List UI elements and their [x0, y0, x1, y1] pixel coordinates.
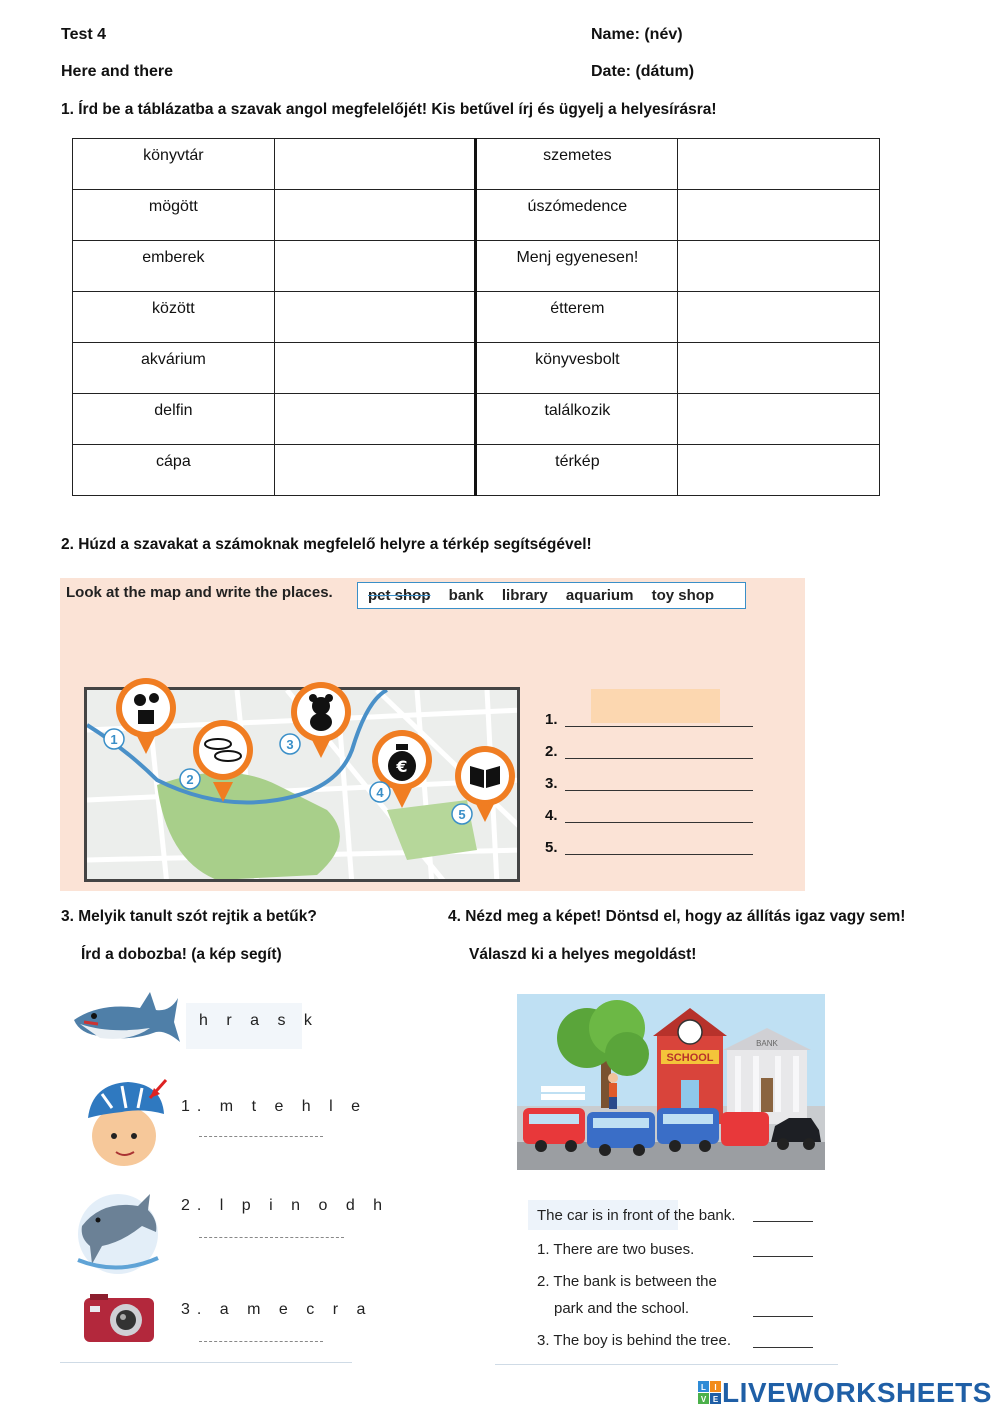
- task3-title: 3. Melyik tanult szót rejtik a betűk?: [61, 908, 317, 925]
- task4-subtitle: Válaszd ki a helyes megoldást!: [469, 946, 697, 963]
- word-bank-item: aquarium: [565, 587, 634, 604]
- answer-dash-3: [199, 1340, 323, 1342]
- english-answer-cell[interactable]: [274, 241, 476, 292]
- hungarian-word: emberek: [73, 241, 275, 292]
- scramble-item-1: 1. m t e h l e: [181, 1098, 368, 1115]
- english-answer-cell[interactable]: [678, 241, 880, 292]
- tf-statement-2: 2. The bank is between the: [537, 1273, 717, 1290]
- answer-row-2: [545, 743, 558, 760]
- hungarian-word: mögött: [73, 190, 275, 241]
- logo-badge-icon: [698, 1381, 722, 1405]
- word-bank-item: toy shop: [651, 587, 715, 604]
- camera-icon: [80, 1290, 158, 1352]
- word-bank-item: bank: [448, 587, 484, 604]
- english-answer-cell[interactable]: [678, 394, 880, 445]
- dolphin-icon: [72, 1186, 166, 1278]
- english-answer-cell[interactable]: [274, 190, 476, 241]
- street-scene-picture: [517, 994, 825, 1170]
- logo-text: LIVEWORKSHEETS: [722, 1377, 992, 1408]
- school-sign: SCHOOL: [666, 1052, 714, 1064]
- section-divider: [60, 1362, 352, 1363]
- scramble-item-3: 3. a m e c r a: [181, 1301, 373, 1318]
- vocab-row: [73, 445, 880, 496]
- vocab-row: [73, 292, 880, 343]
- task3-subtitle: Írd a dobozba! (a kép segít): [81, 946, 282, 963]
- bank-sign: BANK: [756, 1039, 778, 1048]
- logo-badge-letter: E: [712, 1395, 719, 1404]
- vocab-row: [73, 241, 880, 292]
- answer-row-3: [545, 775, 558, 792]
- answer-drop-zone-1[interactable]: [591, 689, 720, 723]
- pin-aquarium: [193, 720, 253, 802]
- svg-text:€: €: [396, 757, 408, 776]
- logo-badge-letter: I: [714, 1383, 717, 1392]
- hungarian-word: akvárium: [73, 343, 275, 394]
- english-answer-cell[interactable]: [274, 394, 476, 445]
- pin-number: 3: [286, 737, 294, 752]
- tf-statement-3: 3. The boy is behind the tree.: [537, 1332, 732, 1349]
- hungarian-word: között: [73, 292, 275, 343]
- answer-row-1: [545, 711, 558, 728]
- scramble-example: h r a s k: [199, 1012, 319, 1029]
- english-answer-cell[interactable]: [678, 445, 880, 496]
- scramble-item-2: 2. l p i n o d h: [181, 1197, 390, 1214]
- topic-label: Here and there: [61, 63, 174, 80]
- task1-instruction: 1. Írd be a táblázatba a szavak angol megfelelőjét! Kis betűvel írj és ügyelj a helyesírásra!: [61, 101, 717, 118]
- answer-number: 2.: [545, 743, 558, 760]
- english-answer-cell[interactable]: [678, 343, 880, 394]
- section-divider: [495, 1364, 838, 1365]
- pin-number: 2: [186, 772, 194, 787]
- vocab-table: [72, 138, 880, 496]
- hungarian-word: étterem: [476, 292, 678, 343]
- hungarian-word: cápa: [73, 445, 275, 496]
- liveworksheets-logo: [698, 1377, 992, 1409]
- english-answer-cell[interactable]: [274, 445, 476, 496]
- tf-answer-2[interactable]: [753, 1316, 813, 1317]
- name-label: Name: (név): [591, 26, 683, 43]
- english-answer-cell[interactable]: [274, 343, 476, 394]
- tf-answer-1[interactable]: [753, 1256, 813, 1257]
- answer-number: 1.: [545, 711, 558, 728]
- hungarian-word: könyvtár: [73, 139, 275, 190]
- answer-number: 5.: [545, 839, 558, 856]
- date-label: Date: (dátum): [591, 63, 695, 80]
- tf-statement-2-cont: park and the school.: [554, 1300, 690, 1317]
- answer-dash-2: [199, 1236, 344, 1238]
- answer-dash-1: [199, 1135, 323, 1137]
- pin-number: 5: [458, 807, 466, 822]
- hungarian-word: szemetes: [476, 139, 678, 190]
- english-answer-cell[interactable]: [678, 292, 880, 343]
- hungarian-word: találkozik: [476, 394, 678, 445]
- helmet-icon: [82, 1078, 174, 1168]
- vocab-row: [73, 343, 880, 394]
- answer-row-4: [545, 807, 558, 824]
- answer-number: 4.: [545, 807, 558, 824]
- word-bank-item: pet shop: [368, 587, 431, 604]
- english-answer-cell[interactable]: [678, 139, 880, 190]
- tf-statement-1: 1. There are two buses.: [537, 1241, 695, 1258]
- hungarian-word: Menj egyenesen!: [476, 241, 678, 292]
- english-answer-cell[interactable]: [678, 190, 880, 241]
- task2-instruction: 2. Húzd a szavakat a számoknak megfelelő helyre a térkép segítségével!: [61, 536, 592, 553]
- english-answer-cell[interactable]: [274, 292, 476, 343]
- hungarian-word: térkép: [476, 445, 678, 496]
- hungarian-word: könyvesbolt: [476, 343, 678, 394]
- test-label: Test 4: [61, 26, 107, 43]
- map-pins: [100, 672, 530, 832]
- pin-pet-shop: [116, 678, 176, 754]
- vocab-row: [73, 394, 880, 445]
- word-bank: [357, 582, 746, 609]
- pin-number: 4: [376, 785, 384, 800]
- answer-number: 3.: [545, 775, 558, 792]
- tf-answer-3[interactable]: [753, 1347, 813, 1348]
- logo-badge-letter: L: [701, 1383, 706, 1392]
- shark-icon: [70, 990, 182, 1052]
- tf-example: The car is in front of the bank.: [537, 1207, 736, 1224]
- map-instruction: Look at the map and write the places.: [66, 584, 333, 601]
- hungarian-word: úszómedence: [476, 190, 678, 241]
- word-bank-item: library: [501, 587, 548, 604]
- task4-title: 4. Nézd meg a képet! Döntsd el, hogy az állítás igaz vagy sem!: [448, 908, 906, 925]
- english-answer-cell[interactable]: [274, 139, 476, 190]
- answer-row-5: [545, 839, 558, 856]
- hungarian-word: delfin: [73, 394, 275, 445]
- vocab-row: [73, 190, 880, 241]
- vocab-row: [73, 139, 880, 190]
- tf-answer-example[interactable]: [753, 1221, 813, 1222]
- pin-number: 1: [110, 732, 118, 747]
- logo-badge-letter: V: [700, 1395, 707, 1404]
